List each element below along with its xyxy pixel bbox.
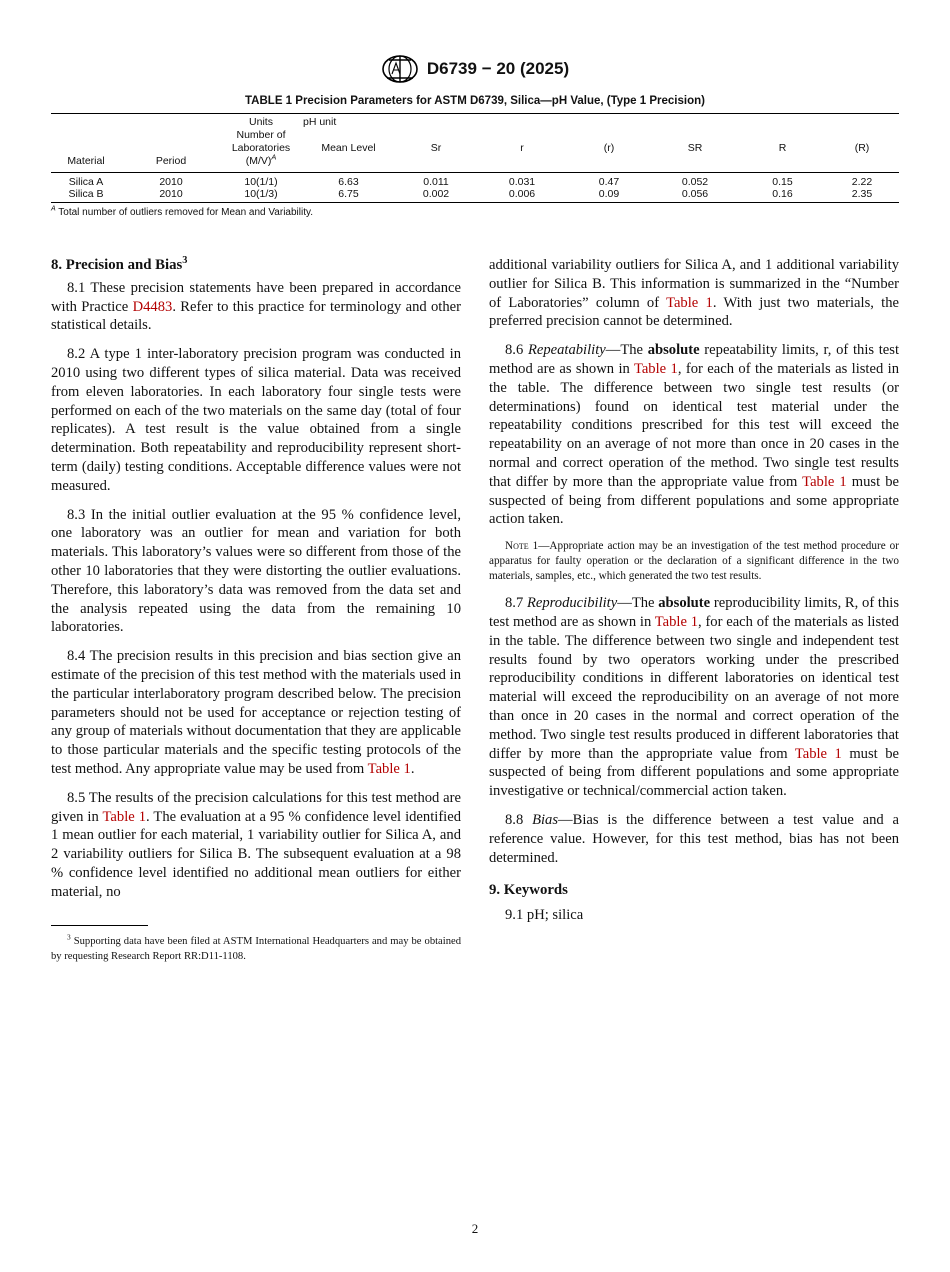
table-1-link[interactable]: Table 1 <box>666 294 713 311</box>
table-cell: 2010 <box>159 176 183 188</box>
col-R: R <box>778 142 787 154</box>
col-material: Material <box>67 155 105 167</box>
page-number: 2 <box>471 1221 479 1236</box>
table-cell: 0.47 <box>598 176 620 188</box>
table-cell: 2.22 <box>851 176 873 188</box>
col-sr: Sr <box>430 142 442 154</box>
paragraph-9-1: 9.1 pH; silica <box>505 907 584 924</box>
table-cell: 10(1/1) <box>244 176 278 188</box>
section-9-heading: 9. Keywords <box>489 882 568 899</box>
table-1-link[interactable]: Table 1 <box>802 473 847 490</box>
table-cell: 10(1/3) <box>221 188 301 203</box>
paragraph-8-5: 8.5 The results of the precision calculations for this test method are given in Table 1. The evaluation at a 95 % confidence level identified 1 mean outlier for each material, 1 variability outlier for Silica A, and 2 variability outliers for Silica B. The subsequent evaluation at a 98 % confidence level identified no additional mean outliers for either material, no <box>51 789 462 900</box>
table-cell: 0.002 <box>396 188 476 203</box>
astm-logo-icon <box>381 54 419 84</box>
col-SR: SR <box>687 142 703 154</box>
col-mean: pH unit Mean Level <box>301 114 396 173</box>
paragraph-8-8: 8.8 Bias—Bias is the difference between a test value and a reference value. However, for this test method, bias has not been determined. <box>489 811 900 866</box>
table-cell: 0.056 <box>650 188 740 203</box>
left-column <box>51 256 461 912</box>
table-cell: 0.006 <box>476 188 568 203</box>
table-1-link[interactable]: Table 1 <box>367 760 411 777</box>
paragraph-8-2: 8.2 A type 1 inter-laboratory precision program was conducted in 2010 using two different types of silica material. Data was received from eleven laboratories. In each laboratory four single tests were performed on each of the two materials on the same day (total of four replicates). A test result is the value obtained from a single determination. Both repeatability and reproducibility represent short-term (daily) testing conditions. Acceptable difference values were not measured. <box>51 346 461 494</box>
table-cell: 2.35 <box>825 188 899 203</box>
note-1: Note 1—Appropriate action may be an investigation of the test method procedure or apparatus for faulty operation or the declaration of a significant difference in the two materials, samples, etc., which generated the two test results. <box>489 540 899 583</box>
table-cell: 0.16 <box>740 188 825 203</box>
page-header <box>0 54 950 84</box>
col-period: Period <box>155 155 187 167</box>
right-column <box>489 256 899 935</box>
paragraph-8-6: 8.6 Repeatability—The absolute repeatability limits, r, of this test method are as shown in Table 1, for each of the materials as listed in the table. The difference between two single test results (or determinations) found on identical test material under the repeatability conditions prescribed for this test will exceed the repeatability on an average of not more than once in 20 cases in the normal and correct operation of the method. Two single test results that differ by more than the appropriate value from Table 1 must be suspected of being from different populations and some appropriate action taken. <box>489 342 900 528</box>
section-8-heading: 8. Precision and Bias$^3$ <box>51 255 188 273</box>
table-cell: Silica A <box>68 176 104 188</box>
col-labs: Units Number of Laboratories $(M/V)^A$ <box>221 114 301 173</box>
table-1-link[interactable]: Table 1 <box>102 808 147 825</box>
col-r-pct: (r) <box>603 142 615 154</box>
table-header-row <box>51 114 899 173</box>
paragraph-8-3: 8.3 In the initial outlier evaluation at the 95 % confidence level, one laboratory was an outlier for mean and variation for both materials. This laboratory’s values were so different from those of the other 10 laboratories that they were distorting the outlier evaluations. Therefore, this laboratory’s data was removed from the data set and the analysis repeated using the data from the remaining 10 laboratories. <box>51 506 461 636</box>
ph-unit-header: pH unit <box>303 116 337 128</box>
table-cell: 0.011 <box>423 176 449 188</box>
table-cell: 2010 <box>121 188 221 203</box>
table-cell: 0.031 <box>508 176 536 188</box>
col-R-pct: (R) <box>854 142 870 154</box>
paragraph-8-4: 8.4 The precision results in this precision and bias section give an estimate of the precision of this test method with the materials used in the particular interlaboratory program described below. The precision parameters should not be used for acceptance or rejection testing of any group of materials without documentation that they are applicable to those particular materials and the specific testing protocols of the test method. Any appropriate value may be used from Table 1. <box>51 648 461 777</box>
table-row <box>51 173 899 189</box>
precision-table <box>51 113 899 203</box>
table-row <box>51 188 899 203</box>
document-id: D6739 − 20 (2025) <box>426 59 570 78</box>
paragraph-8-5-continued: additional variability outliers for Silica A, and 1 additional variability outlier for Silica B. This information is summarized in the “Number of Laboratories” column of Table 1. With just two materials, the preferred precision cannot be determined. <box>489 257 899 330</box>
table-1-link[interactable]: Table 1 <box>633 360 678 377</box>
paragraph-8-7: 8.7 Reproducibility—The absolute reproducibility limits, R, of this test method are as shown in Table 1, for each of the materials as listed in the table. The difference between two single and independent test results found by two operators working under the prescribed reproducibility conditions in different laboratories on identical test material will exceed the reproducibility on an average of not more than once in 20 cases in the normal and correct operation of the method. Two single test results produced in different laboratories that differ by more than the appropriate value from Table 1 must be suspected of being from different populations and some appropriate investigative or technical/commercial action taken. <box>489 595 900 800</box>
d4483-link[interactable]: D4483 <box>132 298 173 315</box>
paragraph-8-1: 8.1 These precision statements have been prepared in accordance with Practice D4483. Refer to this practice for terminology and other statistical details. <box>51 279 461 334</box>
footnote-divider <box>51 925 148 926</box>
table-cell: 6.63 <box>338 176 359 188</box>
table-cell: 6.75 <box>301 188 396 203</box>
table-1-link[interactable]: Table 1 <box>654 613 699 630</box>
table-footnote: $^A$ Total number of outliers removed for Mean and Variability. <box>51 205 314 218</box>
table-cell: 0.052 <box>681 176 709 188</box>
footnote-3: $^3$ Supporting data have been filed at ASTM International Headquarters and may be obtained by requesting Research Report RR:D11-1108. <box>51 932 461 962</box>
units-header: Units <box>249 116 273 128</box>
table-cell: 0.09 <box>568 188 650 203</box>
col-r: r <box>520 142 524 154</box>
table-title: TABLE 1 Precision Parameters for ASTM D6739, Silica—pH Value, (Type 1 Precision) <box>245 95 705 107</box>
table-1-link[interactable]: Table 1 <box>794 745 842 762</box>
table-cell: Silica B <box>51 188 121 203</box>
table-cell: 0.15 <box>772 176 793 188</box>
